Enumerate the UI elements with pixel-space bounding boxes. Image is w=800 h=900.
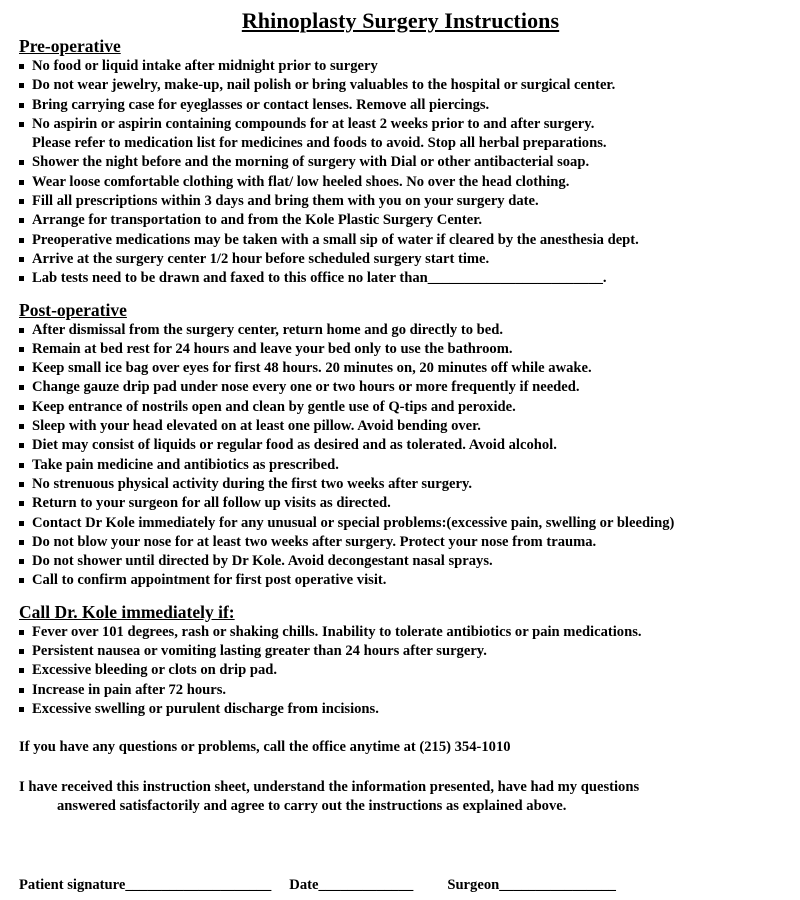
pre-operative-list — [19, 57, 782, 289]
call-doctor-list — [19, 623, 782, 719]
bullet-icon — [19, 559, 24, 564]
bullet-icon — [19, 649, 24, 654]
bullet-icon — [19, 385, 24, 390]
bullet-icon — [19, 347, 24, 352]
list-item: Do not wear jewelry, make-up, nail polish or bring valuables to the hospital or surgical center. — [19, 76, 782, 95]
patient-signature-field[interactable]: Patient signature____________________ — [19, 877, 272, 893]
bullet-icon — [19, 238, 24, 243]
bullet-icon — [19, 83, 24, 88]
list-item: Keep small ice bag over eyes for first 48 hours. 20 minutes on, 20 minutes off while awake. — [19, 359, 782, 378]
acknowledgement-text — [19, 778, 782, 817]
bullet-icon — [19, 64, 24, 69]
list-item: Do not blow your nose for at least two weeks after surgery. Protect your nose from trauma. — [19, 533, 782, 552]
list-item-continuation: Please refer to medication list for medicines and foods to avoid. Stop all herbal preparations. — [32, 135, 607, 152]
bullet-icon — [19, 688, 24, 693]
list-item: Arrange for transportation to and from the Kole Plastic Surgery Center. — [19, 211, 782, 230]
bullet-icon — [19, 463, 24, 468]
list-item: Contact Dr Kole immediately for any unusual or special problems:(excessive pain, swelling or bleeding) — [19, 514, 782, 533]
pre-operative-heading: Pre-operative — [19, 36, 121, 56]
bullet-icon — [19, 366, 24, 371]
list-item: Fill all prescriptions within 3 days and bring them with you on your surgery date. — [19, 192, 782, 211]
post-operative-heading: Post-operative — [19, 299, 127, 320]
list-item: Return to your surgeon for all follow up visits as directed. — [19, 494, 782, 513]
surgeon-signature-field[interactable]: Surgeon________________ — [447, 877, 616, 893]
list-item: Call to confirm appointment for first post operative visit. — [19, 571, 782, 590]
list-item: Lab tests need to be drawn and faxed to this office no later than________________________. — [19, 269, 782, 288]
list-item: Persistent nausea or vomiting lasting greater than 24 hours after surgery. — [19, 642, 782, 661]
list-item: Fever over 101 degrees, rash or shaking chills. Inability to tolerate antibiotics or pain medications. — [19, 623, 782, 642]
bullet-icon — [19, 501, 24, 506]
bullet-icon — [19, 122, 24, 127]
call-doctor-heading: Call Dr. Kole immediately if: — [19, 601, 235, 622]
acknowledgement-line-2: answered satisfactorily and agree to carry out the instructions as explained above. — [57, 797, 567, 814]
list-item: Sleep with your head elevated on at least one pillow. Avoid bending over. — [19, 417, 782, 436]
list-item: Wear loose comfortable clothing with flat/ low heeled shoes. No over the head clothing. — [19, 173, 782, 192]
bullet-icon — [19, 521, 24, 526]
bullet-icon — [19, 405, 24, 410]
list-item: Preoperative medications may be taken with a small sip of water if cleared by the anesthesia dept. — [19, 231, 782, 250]
bullet-icon — [19, 578, 24, 583]
contact-phone-text: If you have any questions or problems, call the office anytime at (215) 354-1010 — [19, 739, 511, 756]
list-item: Shower the night before and the morning of surgery with Dial or other antibacterial soap. — [19, 153, 782, 172]
list-item: Keep entrance of nostrils open and clean by gentle use of Q-tips and peroxide. — [19, 398, 782, 417]
list-item: Do not shower until directed by Dr Kole. Avoid decongestant nasal sprays. — [19, 552, 782, 571]
bullet-icon — [19, 103, 24, 108]
list-item: Arrive at the surgery center 1/2 hour before scheduled surgery start time. — [19, 250, 782, 269]
bullet-icon — [19, 218, 24, 223]
list-item: Diet may consist of liquids or regular food as desired and as tolerated. Avoid alcohol. — [19, 436, 782, 455]
bullet-icon — [19, 160, 24, 165]
bullet-icon — [19, 443, 24, 448]
bullet-icon — [19, 630, 24, 635]
list-item: No food or liquid intake after midnight prior to surgery — [19, 57, 782, 76]
list-item: Bring carrying case for eyeglasses or contact lenses. Remove all piercings. — [19, 96, 782, 115]
bullet-icon — [19, 199, 24, 204]
list-item: Excessive swelling or purulent discharge from incisions. — [19, 700, 782, 719]
bullet-icon — [19, 707, 24, 712]
bullet-icon — [19, 424, 24, 429]
page-title: Rhinoplasty Surgery Instructions — [241, 8, 560, 33]
date-field[interactable]: Date_____________ — [289, 877, 414, 893]
list-item: No strenuous physical activity during the first two weeks after surgery. — [19, 475, 782, 494]
bullet-icon — [19, 482, 24, 487]
list-item: Excessive bleeding or clots on drip pad. — [19, 661, 782, 680]
signature-row — [19, 876, 616, 895]
list-item: After dismissal from the surgery center, return home and go directly to bed. — [19, 321, 782, 340]
list-item: Take pain medicine and antibiotics as prescribed. — [19, 456, 782, 475]
acknowledgement-line-1: I have received this instruction sheet, understand the information presented, have had my questions — [19, 778, 640, 795]
list-item: Increase in pain after 72 hours. — [19, 681, 782, 700]
list-item: No aspirin or aspirin containing compounds for at least 2 weeks prior to and after surgery. Please refer to medication list for medicines and foods to avoid. Stop all herbal preparations. — [19, 115, 782, 154]
bullet-icon — [19, 180, 24, 185]
bullet-icon — [19, 276, 24, 281]
bullet-icon — [19, 257, 24, 262]
bullet-icon — [19, 540, 24, 545]
bullet-icon — [19, 328, 24, 333]
list-item: Remain at bed rest for 24 hours and leave your bed only to use the bathroom. — [19, 340, 782, 359]
bullet-icon — [19, 668, 24, 673]
list-item: Change gauze drip pad under nose every one or two hours or more frequently if needed. — [19, 378, 782, 397]
post-operative-list — [19, 321, 782, 591]
